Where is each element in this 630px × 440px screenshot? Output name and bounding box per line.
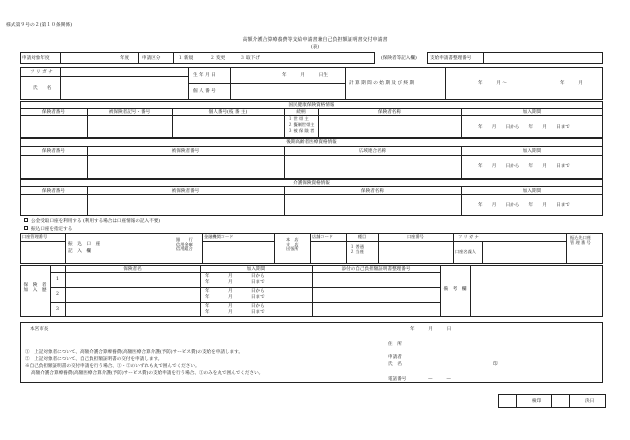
phone-value[interactable]: — — <box>428 377 451 382</box>
late-elderly-section-title: 後期高齢者医療資格情報 <box>286 139 337 145</box>
history-row-number: 3 <box>56 307 59 312</box>
account-mgmt-label: 口座管理番号 <box>22 234 48 239</box>
late-elderly-col-union: 広域連合名称 <box>358 149 387 154</box>
account-number-label: 口座番号 <box>407 234 424 239</box>
name-label: 氏 名 <box>33 86 52 91</box>
history-col-insurer: 保険者名 <box>123 266 142 272</box>
checked-seal-label: 検印 <box>532 398 542 404</box>
nhi-section-title: 国民健康保険資格情報 <box>288 102 335 108</box>
declaration-date[interactable]: 年 月 日 <box>410 327 452 332</box>
branch-type-options[interactable]: 本 店 支 店 出張所 <box>286 237 299 252</box>
fiscal-year-unit: 年度 <box>120 55 130 61</box>
declaration-line-3: ※自己負担額証明書の交付申請を行う場合、①・②のいずれも丸で囲んでください。 <box>25 364 200 369</box>
financial-code-label: 金融機関コード <box>204 234 234 239</box>
account-type-options[interactable]: １ 普通 ２ 当座 <box>350 244 364 254</box>
history-row-to[interactable]: 年 月 日まで <box>205 310 265 315</box>
nhi-relation-option-1[interactable]: １ 世 帯 主 <box>288 116 309 121</box>
ltc-col-insured-no: 被保険者番号 <box>171 188 200 194</box>
account-type-label: 種目 <box>357 234 367 239</box>
application-type-change[interactable]: ２ 変更 <box>210 55 226 61</box>
history-row-to[interactable]: 年 月 日まで <box>205 280 265 285</box>
nhi-col-insurer-no: 保険者番号 <box>42 109 65 115</box>
account-holder-field[interactable] <box>483 242 566 263</box>
history-label: 保 険 者 加 入 歴 <box>23 283 47 294</box>
late-elderly-col-period: 加入期間 <box>522 149 542 154</box>
declaration-line-1: ① 上記対象者について、高額介護合算療養費(高額医療合算介護(予防)サービス費)の支給を申請します。 <box>25 350 243 355</box>
history-col-period: 加入期間 <box>246 266 266 272</box>
applicant-label: 申請者 <box>388 355 402 360</box>
nhi-col-insured-symbol: 被保険者記号・番号 <box>108 109 151 115</box>
public-account-checkbox[interactable] <box>24 218 28 222</box>
holder-furigana-label: フ リ ガ ナ <box>458 234 479 239</box>
declaration-line-2: ② 上記対象者について、自己負担額証明書の交付を申請します。 <box>25 357 163 362</box>
financial-code-field[interactable] <box>203 242 273 263</box>
addressee: 本宮市長 <box>30 327 49 332</box>
nhi-col-period: 加入期間 <box>522 109 542 115</box>
address-label: 住 所 <box>388 342 402 347</box>
ltc-period-value[interactable]: 年 月 日から 年 月 日まで <box>478 203 570 208</box>
nhi-relation-option-2[interactable]: ２ 擬制世帯主 <box>288 122 315 127</box>
history-row-to[interactable]: 年 月 日まで <box>205 295 265 300</box>
nhi-col-insurer-name: 保険者名称 <box>378 109 401 115</box>
payee-label: 振 込 口 座 <box>68 242 101 247</box>
application-type-new[interactable]: １ 新規 <box>178 55 194 61</box>
furigana-field[interactable] <box>61 67 188 76</box>
designate-account-checkbox[interactable] <box>24 226 28 230</box>
history-row-number: 1 <box>56 277 59 282</box>
fill-in-label: 記 入 欄 <box>68 249 91 254</box>
dob-label: 生 年 月 日 <box>193 73 216 78</box>
form-number: 様式第９号の２(第１０条関係) <box>6 23 73 28</box>
phone-label: 電話番号 <box>388 377 407 382</box>
settlement-date-label: 決日 <box>585 398 595 404</box>
transfer-mgmt-label: 振込先口座 管 理 番 号 <box>570 235 591 245</box>
bank-type-options[interactable]: 銀 行 信用金庫 信用組合 <box>176 237 193 252</box>
furigana-label: フ リ ガ ナ <box>30 70 53 75</box>
late-elderly-col-insured-no: 被保険者番号 <box>171 149 200 154</box>
nhi-relation-option-3[interactable]: ３ 被 保 険 者 <box>288 128 315 133</box>
history-row-number: 2 <box>56 292 59 297</box>
dob-value[interactable]: 年 月 日生 <box>282 73 328 78</box>
insurer-column-note: (保険者等記入欄) <box>381 55 417 61</box>
nhi-period-value[interactable]: 年 月 日から 年 月 日まで <box>478 125 570 130</box>
individual-number-field[interactable] <box>231 84 345 100</box>
form-title: 高額介護合算療養費等支給申請書兼自己負担額証明書交付申請書 <box>242 37 388 43</box>
name-field[interactable] <box>61 77 188 100</box>
history-row-from[interactable]: 年 月 日から <box>205 304 265 309</box>
application-type-withdraw[interactable]: ３ 取下げ <box>240 55 260 61</box>
top-row-box <box>20 52 375 64</box>
fiscal-year-label: 申請対象年度 <box>22 55 50 61</box>
ltc-col-insurer-name: 保険者名称 <box>361 188 384 194</box>
branch-code-label: 店舗コード <box>312 234 333 239</box>
ltc-col-insurer-no: 保険者番号 <box>42 188 65 194</box>
designate-account-label: 振込口座を指定する <box>31 226 73 232</box>
individual-number-label: 個 人 番 号 <box>193 89 216 94</box>
nhi-col-relation: 続柄 <box>296 109 306 115</box>
remarks-label: 備 考 欄 <box>443 287 467 292</box>
account-number-field[interactable] <box>379 242 453 263</box>
branch-code-field[interactable] <box>311 242 345 263</box>
ledger-number-label: 支給申請書整理番号 <box>430 55 472 61</box>
late-elderly-col-insurer-no: 保険者番号 <box>42 149 65 154</box>
account-holder-label: 口座名義人 <box>455 249 476 254</box>
applicant-name-label: 氏 名 <box>388 362 402 367</box>
calc-period-to[interactable]: 年 月 <box>560 81 583 86</box>
history-row-from[interactable]: 年 月 日から <box>205 289 265 294</box>
late-elderly-period-value[interactable]: 年 月 日から 年 月 日まで <box>478 164 570 169</box>
ltc-section-title: 介護保険資格情報 <box>293 180 330 186</box>
history-row-from[interactable]: 年 月 日から <box>205 274 265 279</box>
history-col-certificate: 添付の自己負担額証明書整理番号 <box>341 266 411 272</box>
nhi-col-individual-no: 個人番号(枝 番 主) <box>208 109 248 115</box>
calc-period-from[interactable]: 年 月 〜 <box>478 81 508 86</box>
calc-period-label: 計 算 期 間 の 始 期 及 び 終 期 <box>349 81 415 86</box>
seal-mark: 印 <box>493 362 498 367</box>
form-subtitle: (表) <box>310 45 319 50</box>
ltc-col-period: 加入期間 <box>522 188 542 194</box>
application-type-label: 申請区分 <box>142 55 161 61</box>
public-account-label: 公金受取口座を利用する (利用する場合は口座情報の記入不要) <box>31 218 161 224</box>
declaration-line-4: 高額介護合算療養費(高額医療合算介護(予防)サービス費)の支給申請を行う場合、①のみを丸で囲んでください。 <box>31 371 264 376</box>
